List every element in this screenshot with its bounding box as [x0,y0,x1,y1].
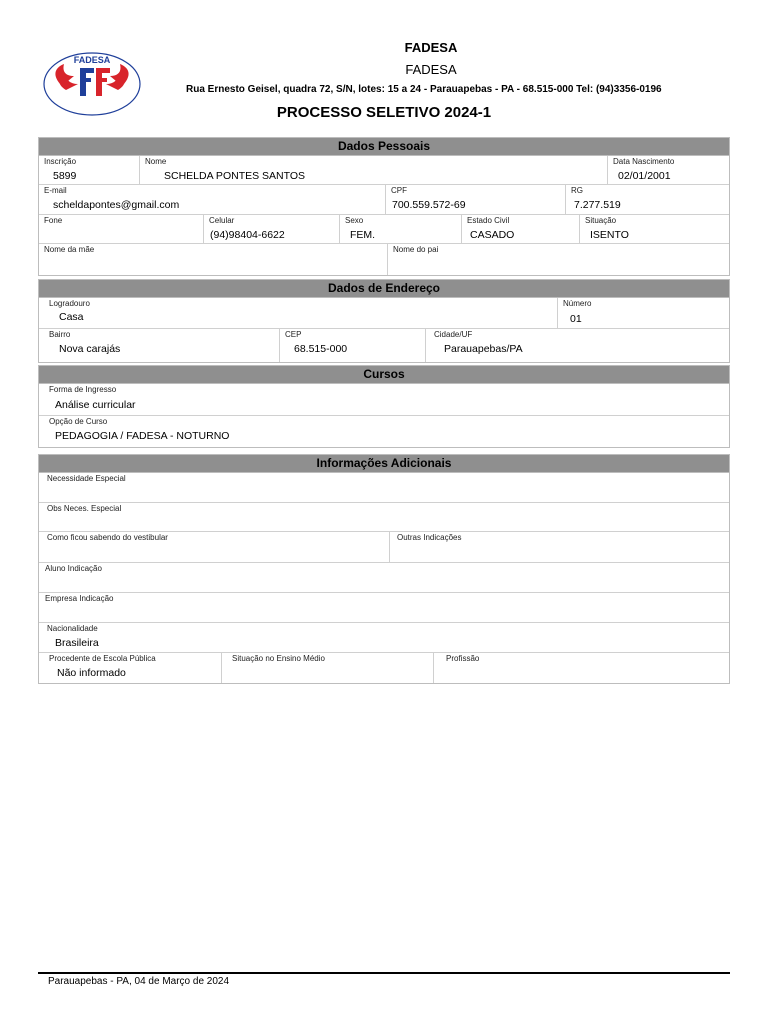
org-address: Rua Ernesto Geisel, quadra 72, S/N, lotes: 15 a 24 - Parauapebas - PA - 68.515-000 Tel: (94)3356-0196 [186,84,662,95]
section-title-dados-endereco: Dados de Endereço [39,280,729,298]
section-dados-pessoais [38,137,730,276]
field-obs-neces-especial [39,503,729,531]
value-nome: SCHELDA PONTES SANTOS [164,170,306,182]
logo-text: FADESA [73,55,111,65]
field-logradouro [39,298,557,328]
section-dados-endereco [38,279,730,363]
field-celular [203,215,339,243]
value-nacionalidade: Brasileira [55,637,99,649]
value-cpf: 700.559.572-69 [392,199,466,211]
row-forma-ingresso [39,384,729,416]
label-empresa-indicacao: Empresa Indicação [45,594,114,603]
value-bairro: Nova carajás [59,343,121,355]
row-como-ficou-sabendo [39,532,729,563]
footer-divider [38,972,730,974]
value-email: scheldapontes@gmail.com [53,199,180,211]
row-logradouro [39,298,729,329]
field-nome [139,156,607,184]
value-estado-civil: CASADO [470,229,515,241]
field-necessidade-especial [39,473,729,502]
row-filiacao [39,244,729,275]
label-cep: CEP [285,330,302,339]
row-identificacao [39,156,729,185]
label-fone: Fone [44,216,63,225]
label-opcao-curso: Opção de Curso [49,417,108,426]
label-email: E-mail [44,186,67,195]
field-nacionalidade [39,623,729,652]
label-numero: Número [563,299,592,308]
org-subname: FADESA [405,62,457,77]
field-cpf [385,185,565,214]
label-como-ficou-sabendo: Como ficou sabendo do vestibular [47,533,168,542]
label-estado-civil: Estado Civil [467,216,510,225]
row-opcao-curso [39,416,729,447]
row-aluno-indicacao [39,563,729,593]
label-situacao: Situação [585,216,617,225]
field-situacao [579,215,729,243]
label-forma-ingresso: Forma de Ingresso [49,385,117,394]
field-procedente-escola-publica [39,653,221,683]
section-title-cursos: Cursos [39,366,729,384]
value-data-nascimento: 02/01/2001 [618,170,671,182]
field-sexo [339,215,461,243]
value-celular: (94)98404-6622 [210,229,285,241]
value-opcao-curso: PEDAGOGIA / FADESA - NOTURNO [55,430,230,442]
field-inscricao [39,156,139,184]
value-inscricao: 5899 [53,170,77,182]
value-sexo: FEM. [350,229,376,241]
value-situacao: ISENTO [590,229,629,241]
label-nome-pai: Nome do pai [393,245,439,254]
field-opcao-curso [39,416,729,447]
label-bairro: Bairro [49,330,71,339]
label-rg: RG [571,186,583,195]
label-celular: Celular [209,216,235,225]
field-empresa-indicacao [39,593,729,622]
field-profissao [433,653,729,683]
row-necessidade-especial [39,473,729,503]
value-cep: 68.515-000 [294,343,348,355]
label-nome-mae: Nome da mãe [44,245,95,254]
field-cidade-uf [425,329,729,362]
field-data-nascimento [607,156,729,184]
field-aluno-indicacao [39,563,729,592]
label-logradouro: Logradouro [49,299,90,308]
footer-location-date: Parauapebas - PA, 04 de Março de 2024 [48,976,230,987]
value-rg: 7.277.519 [574,199,621,211]
label-nacionalidade: Nacionalidade [47,624,98,633]
label-cidade-uf: Cidade/UF [434,330,473,339]
field-bairro [39,329,279,362]
section-cursos [38,365,730,448]
value-logradouro: Casa [59,311,84,323]
label-profissao: Profissão [446,654,480,663]
field-situacao-ensino-medio [221,653,433,683]
row-empresa-indicacao [39,593,729,623]
section-title-dados-pessoais: Dados Pessoais [39,138,729,156]
value-numero: 01 [570,313,582,325]
org-name: FADESA [404,40,458,55]
row-escolaridade [39,653,729,683]
label-outras-indicacoes: Outras Indicações [397,533,462,542]
field-cep [279,329,425,362]
section-title-informacoes-adicionais: Informações Adicionais [39,455,729,473]
label-obs-neces-especial: Obs Neces. Especial [47,504,122,513]
section-informacoes-adicionais [38,454,730,684]
label-nome: Nome [145,157,167,166]
field-rg [565,185,729,214]
label-sexo: Sexo [345,216,364,225]
field-estado-civil [461,215,579,243]
field-como-ficou-sabendo [39,532,389,562]
row-obs-neces-especial [39,503,729,532]
field-forma-ingresso [39,384,729,415]
label-procedente-escola-publica: Procedente de Escola Pública [49,654,156,663]
value-forma-ingresso: Análise curricular [55,399,136,411]
value-procedente-escola-publica: Não informado [57,667,126,679]
label-aluno-indicacao: Aluno Indicação [45,564,102,573]
label-cpf: CPF [391,186,407,195]
field-outras-indicacoes [389,532,729,562]
field-nome-pai [387,244,729,275]
value-cidade-uf: Parauapebas/PA [444,343,523,355]
page-title: PROCESSO SELETIVO 2024-1 [276,104,492,121]
field-nome-mae [39,244,387,275]
label-inscricao: Inscrição [44,157,77,166]
label-situacao-ensino-medio: Situação no Ensino Médio [232,654,325,663]
field-numero [557,298,729,328]
field-fone [39,215,203,243]
row-telefones [39,215,729,244]
label-necessidade-especial: Necessidade Especial [47,474,126,483]
row-contato [39,185,729,215]
label-data-nascimento: Data Nascimento [613,157,675,166]
field-email [39,185,385,214]
row-bairro [39,329,729,362]
row-nacionalidade [39,623,729,653]
